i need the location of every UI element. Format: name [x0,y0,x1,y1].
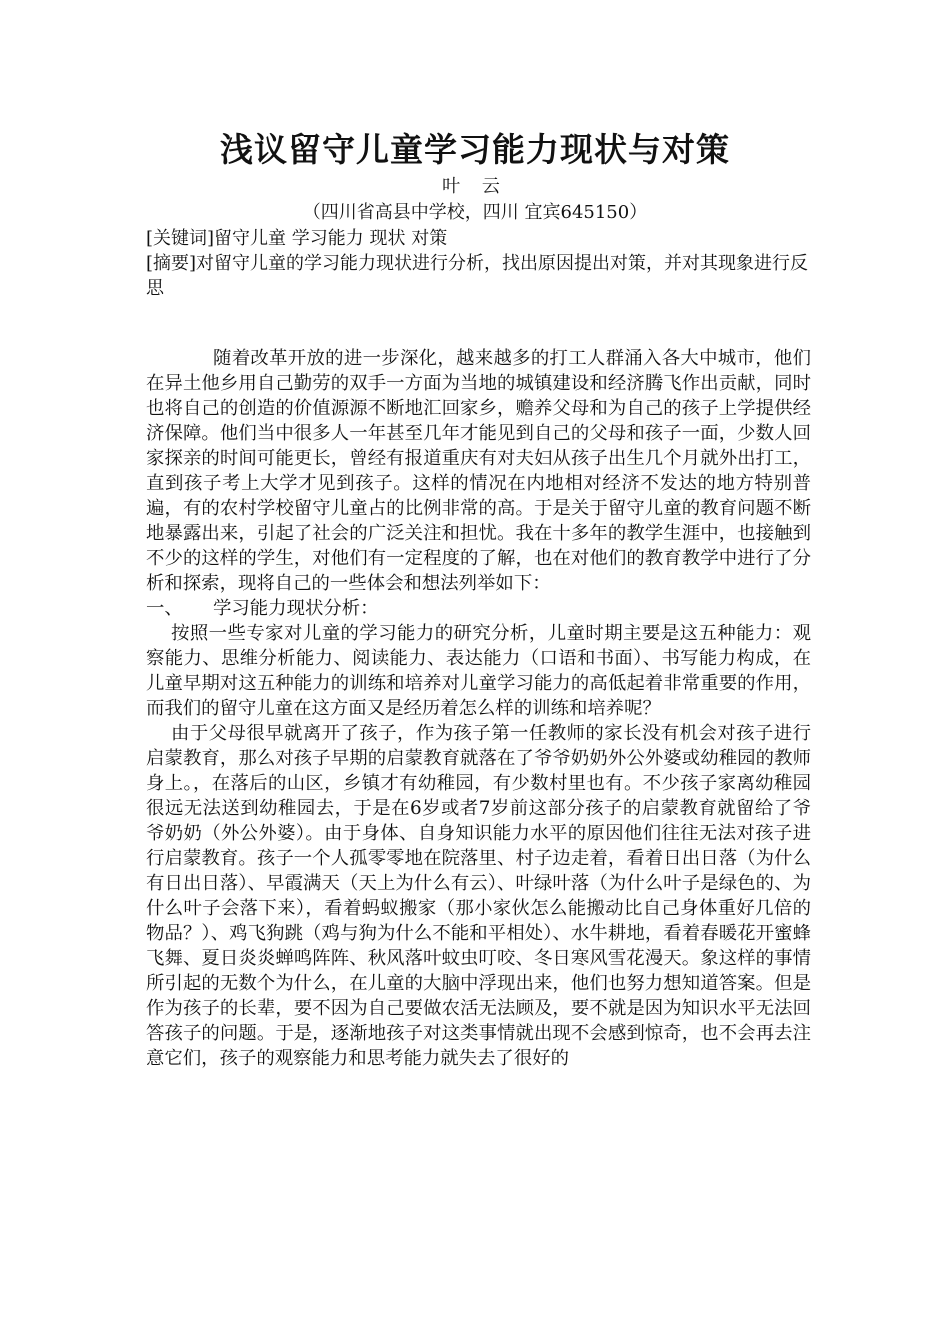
paragraph-early-education: 由于父母很早就离开了孩子，作为孩子第一任教师的家长没有机会对孩子进行启蒙教育，那么对孩子早期的启蒙教育就落在了爷爷奶奶外公外婆或幼稚园的教师身上。，在落后的山区，乡镇才有幼稚园，有少数村里也有。不少孩子家离幼稚园很远无法送到幼稚园去，于是在6岁或者7岁前这部分孩子的启蒙教育就留给了爷爷奶奶（外公外婆）。由于身体、自身知识能力水平的原因他们往往无法对孩子进行启蒙教育。孩子一个人孤零零地在院落里、村子边走着，看着日出日落（为什么有日出日落）、早霞满天（天上为什么有云）、叶绿叶落（为什么叶子是绿色的、为什么叶子会落下来），看着蚂蚁搬家（那小家伙怎么能搬动比自己身体重好几倍的物品？）、鸡飞狗跳（鸡与狗为什么不能和平相处）、水牛耕地，看着春暖花开蜜蜂飞舞、夏日炎炎蝉鸣阵阵、秋风落叶蚊虫叮咬、冬日寒风雪花漫天。象这样的事情所引起的无数个为什么，在儿童的大脑中浮现出来，他们也努力想知道答案。但是作为孩子的长辈，要不因为自己要做农活无法顾及，要不就是因为知识水平无法回答孩子的问题。于是，逐渐地孩子对这类事情就出现不会感到惊奇，也不会再去注意它们，孩子的观察能力和思考能力就失去了很好的 [146,723,811,1069]
document-title: 浅议留守儿童学习能力现状与对策 [220,130,730,169]
keywords-text: 留守儿童 学习能力 现状 对策 [214,228,448,249]
author-affiliation: （四川省高县中学校，四川 宜宾645150） [302,202,648,223]
abstract-label: [摘要] [146,253,197,274]
section-number: 一、 [146,598,183,619]
author-name: 叶 云 [442,176,508,197]
paragraph-abilities: 按照一些专家对儿童的学习能力的研究分析，儿童时期主要是这五种能力：观察能力、思维分析能力、阅读能力、表达能力（口语和书面）、书写能力构成，在儿童早期对这五种能力的训练和培养对儿童学习能力的高低起着非常重要的作用，而我们的留守儿童在这方面又是经历着怎么样的训练和培养呢？ [146,623,811,719]
section-title: 学习能力现状分析： [213,598,379,619]
keywords-line [146,226,816,251]
section-heading [146,596,811,621]
abstract-text: 对留守儿童的学习能力现状进行分析，找出原因提出对策，并对其现象进行反思 [146,253,809,299]
paragraph-intro: 随着改革开放的进一步深化，越来越多的打工人群涌入各大中城市，他们在异土他乡用自己勤劳的双手一方面为当地的城镇建设和经济腾飞作出贡献，同时也将自己的创造的价值源源不断地汇回家乡，赡养父母和为自己的孩子上学提供经济保障。他们当中很多人一年甚至几年才能见到自己的父母和孩子一面，少数人回家探亲的时间可能更长，曾经有报道重庆有对夫妇从孩子出生几个月就外出打工，直到孩子考上大学才见到孩子。这样的情况在内地相对经济不发达的地方特别普遍，有的农村学校留守儿童占的比例非常的高。于是关于留守儿童的教育问题不断地暴露出来，引起了社会的广泛关注和担忧。我在十多年的教学生涯中，也接触到不少的这样的学生，对他们有一定程度的了解，也在对他们的教育教学中进行了分析和探索，现将自己的一些体会和想法列举如下： [146,348,811,594]
abstract-block [146,251,816,301]
body-text [146,346,811,1071]
keywords-label: [关键词] [146,228,215,249]
